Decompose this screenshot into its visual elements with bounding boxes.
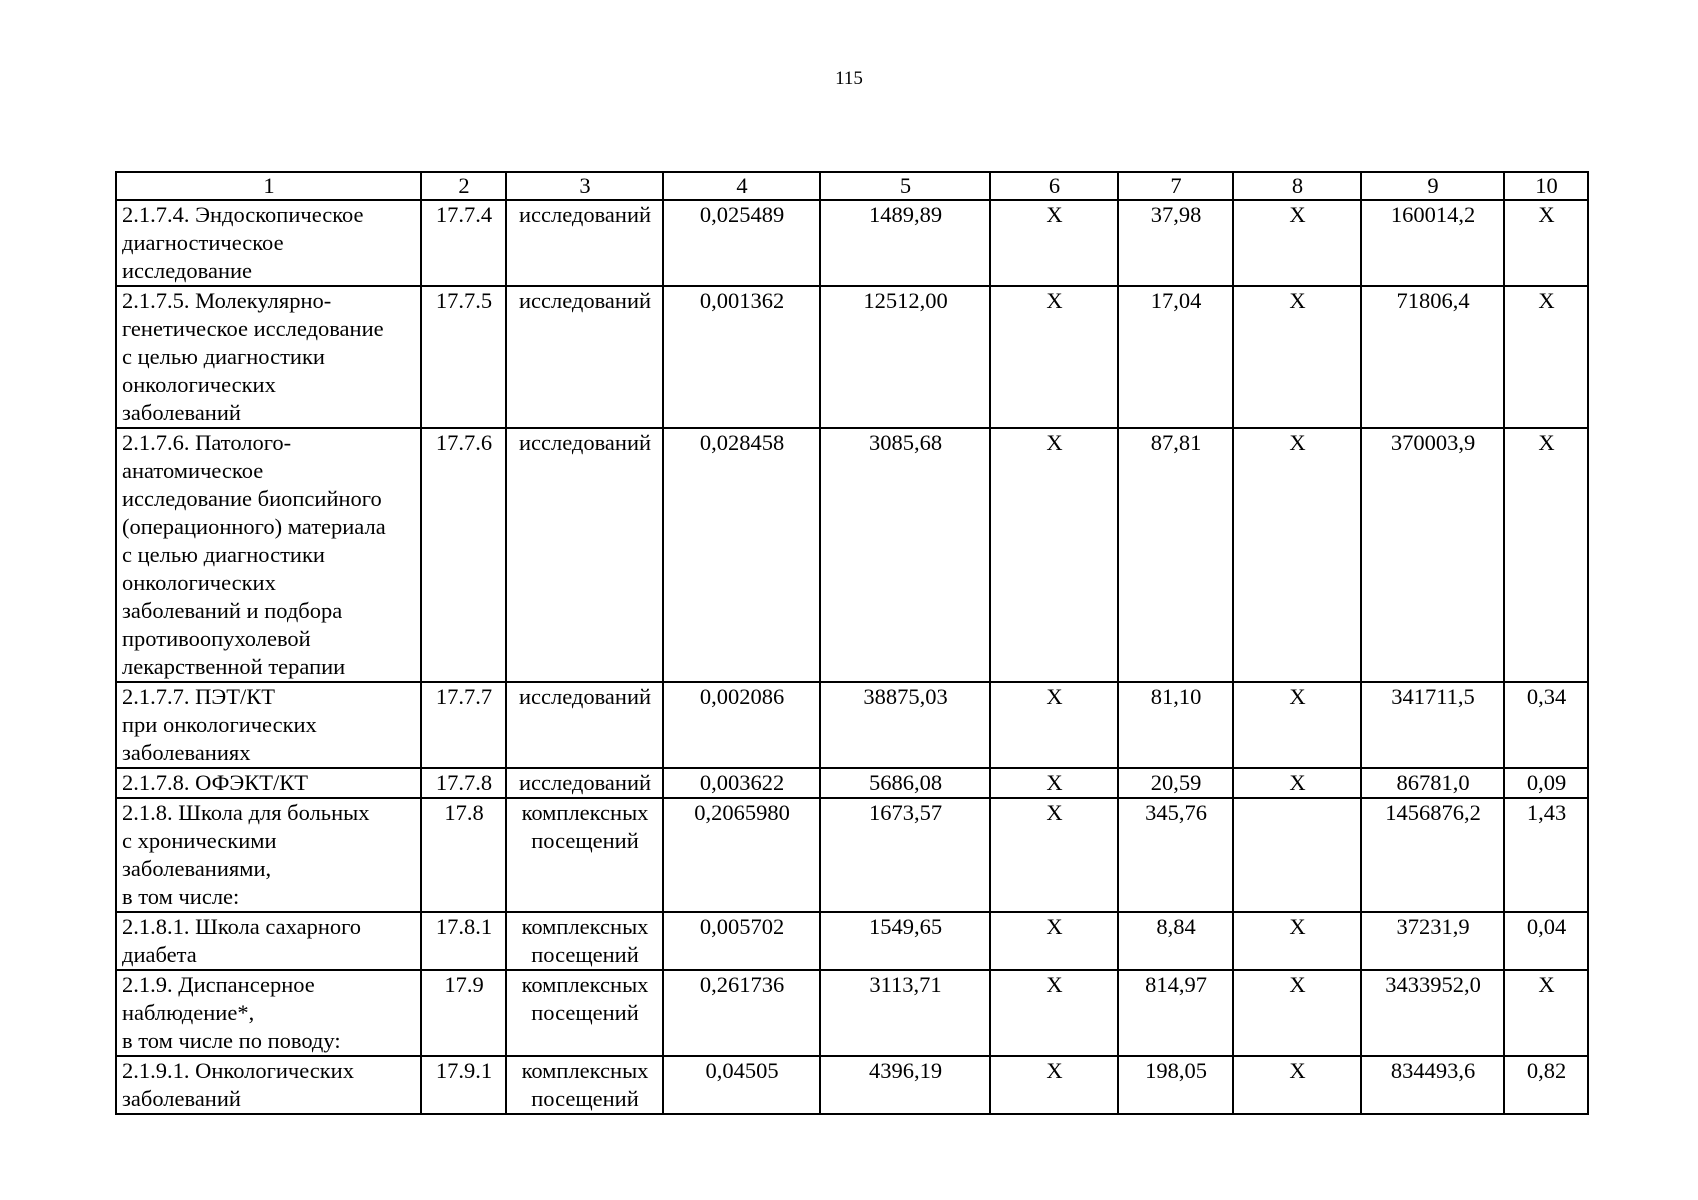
row-col5-cell: 12512,00 — [820, 286, 990, 428]
row-col10-cell: Х — [1504, 970, 1588, 1056]
row-code-cell: 17.7.4 — [421, 200, 506, 286]
table-row — [116, 286, 1588, 428]
row-col10-cell: Х — [1504, 286, 1588, 428]
row-unit-cell: комплексных посещений — [506, 970, 663, 1056]
row-col10-cell: Х — [1504, 428, 1588, 682]
row-col9-cell: 37231,9 — [1361, 912, 1504, 970]
row-col8-cell: Х — [1233, 1056, 1361, 1114]
row-col5-cell: 3113,71 — [820, 970, 990, 1056]
row-col5-cell: 3085,68 — [820, 428, 990, 682]
row-col5-cell: 1673,57 — [820, 798, 990, 912]
row-code-cell: 17.7.6 — [421, 428, 506, 682]
row-col9-cell: 1456876,2 — [1361, 798, 1504, 912]
row-unit-cell: исследований — [506, 682, 663, 768]
row-col7-cell: 20,59 — [1118, 768, 1233, 798]
row-col4-cell: 0,025489 — [663, 200, 820, 286]
row-name-cell: 2.1.7.7. ПЭТ/КТ при онкологических заболеваниях — [116, 682, 421, 768]
row-code-cell: 17.7.7 — [421, 682, 506, 768]
column-header: 3 — [506, 172, 663, 200]
row-col9-cell: 160014,2 — [1361, 200, 1504, 286]
row-col7-cell: 37,98 — [1118, 200, 1233, 286]
row-col5-cell: 1489,89 — [820, 200, 990, 286]
row-col9-cell: 71806,4 — [1361, 286, 1504, 428]
column-header: 6 — [990, 172, 1118, 200]
row-code-cell: 17.7.8 — [421, 768, 506, 798]
row-col8-cell: Х — [1233, 912, 1361, 970]
row-col10-cell: 0,34 — [1504, 682, 1588, 768]
row-col4-cell: 0,261736 — [663, 970, 820, 1056]
row-col8-cell: Х — [1233, 768, 1361, 798]
row-col6-cell: Х — [990, 768, 1118, 798]
row-col9-cell: 86781,0 — [1361, 768, 1504, 798]
row-col5-cell: 1549,65 — [820, 912, 990, 970]
row-col6-cell: Х — [990, 912, 1118, 970]
row-col5-cell: 5686,08 — [820, 768, 990, 798]
row-code-cell: 17.7.5 — [421, 286, 506, 428]
row-col7-cell: 198,05 — [1118, 1056, 1233, 1114]
column-header: 8 — [1233, 172, 1361, 200]
row-col4-cell: 0,028458 — [663, 428, 820, 682]
row-name-cell: 2.1.8. Школа для больных с хроническими заболеваниями, в том числе: — [116, 798, 421, 912]
row-col7-cell: 814,97 — [1118, 970, 1233, 1056]
page-number: 115 — [835, 68, 863, 89]
row-name-cell: 2.1.8.1. Школа сахарного диабета — [116, 912, 421, 970]
row-col6-cell: Х — [990, 682, 1118, 768]
row-unit-cell: исследований — [506, 286, 663, 428]
row-col6-cell: Х — [990, 286, 1118, 428]
row-name-cell: 2.1.7.4. Эндоскопическое диагностическое исследование — [116, 200, 421, 286]
row-col6-cell: Х — [990, 200, 1118, 286]
row-code-cell: 17.9.1 — [421, 1056, 506, 1114]
column-header: 9 — [1361, 172, 1504, 200]
row-col9-cell: 370003,9 — [1361, 428, 1504, 682]
row-col8-cell: Х — [1233, 200, 1361, 286]
row-name-cell: 2.1.9. Диспансерное наблюдение*, в том числе по поводу: — [116, 970, 421, 1056]
row-col4-cell: 0,002086 — [663, 682, 820, 768]
row-col9-cell: 3433952,0 — [1361, 970, 1504, 1056]
row-col4-cell: 0,2065980 — [663, 798, 820, 912]
row-name-cell: 2.1.7.6. Патолого- анатомическое исследование биопсийного (операционного) материала с целью диагностики онкологических заболеваний и подбора противоопухолевой лекарственной терапии — [116, 428, 421, 682]
row-col7-cell: 345,76 — [1118, 798, 1233, 912]
row-unit-cell: комплексных посещений — [506, 912, 663, 970]
row-name-cell: 2.1.7.8. ОФЭКТ/КТ — [116, 768, 421, 798]
row-col4-cell: 0,001362 — [663, 286, 820, 428]
row-col4-cell: 0,005702 — [663, 912, 820, 970]
row-col10-cell: 0,09 — [1504, 768, 1588, 798]
row-col8-cell: Х — [1233, 428, 1361, 682]
row-code-cell: 17.8 — [421, 798, 506, 912]
table-row — [116, 970, 1588, 1056]
column-header: 7 — [1118, 172, 1233, 200]
row-col6-cell: Х — [990, 970, 1118, 1056]
table-row — [116, 200, 1588, 286]
row-col6-cell: Х — [990, 428, 1118, 682]
row-col6-cell: Х — [990, 798, 1118, 912]
row-unit-cell: исследований — [506, 768, 663, 798]
table-row — [116, 798, 1588, 912]
row-unit-cell: исследований — [506, 200, 663, 286]
column-header: 4 — [663, 172, 820, 200]
row-col7-cell: 17,04 — [1118, 286, 1233, 428]
row-code-cell: 17.8.1 — [421, 912, 506, 970]
column-header: 2 — [421, 172, 506, 200]
row-col4-cell: 0,003622 — [663, 768, 820, 798]
table-header-row — [116, 172, 1588, 200]
row-col7-cell: 81,10 — [1118, 682, 1233, 768]
row-code-cell: 17.9 — [421, 970, 506, 1056]
table-row — [116, 768, 1588, 798]
column-header: 5 — [820, 172, 990, 200]
table-row — [116, 912, 1588, 970]
row-col8-cell: Х — [1233, 970, 1361, 1056]
row-col10-cell: 0,82 — [1504, 1056, 1588, 1114]
row-col4-cell: 0,04505 — [663, 1056, 820, 1114]
row-col5-cell: 38875,03 — [820, 682, 990, 768]
row-unit-cell: исследований — [506, 428, 663, 682]
row-col10-cell: 1,43 — [1504, 798, 1588, 912]
row-name-cell: 2.1.9.1. Онкологических заболеваний — [116, 1056, 421, 1114]
row-col7-cell: 87,81 — [1118, 428, 1233, 682]
row-col7-cell: 8,84 — [1118, 912, 1233, 970]
table-row — [116, 682, 1588, 768]
table-row — [116, 428, 1588, 682]
row-col5-cell: 4396,19 — [820, 1056, 990, 1114]
row-col8-cell: Х — [1233, 286, 1361, 428]
column-header: 10 — [1504, 172, 1588, 200]
row-name-cell: 2.1.7.5. Молекулярно- генетическое исследование с целью диагностики онкологических заболеваний — [116, 286, 421, 428]
row-col10-cell: 0,04 — [1504, 912, 1588, 970]
column-header: 1 — [116, 172, 421, 200]
table-row — [116, 1056, 1588, 1114]
row-col8-cell — [1233, 798, 1361, 912]
row-unit-cell: комплексных посещений — [506, 1056, 663, 1114]
row-col10-cell: Х — [1504, 200, 1588, 286]
row-col6-cell: Х — [990, 1056, 1118, 1114]
row-col9-cell: 834493,6 — [1361, 1056, 1504, 1114]
row-col9-cell: 341711,5 — [1361, 682, 1504, 768]
row-col8-cell: Х — [1233, 682, 1361, 768]
data-table — [115, 171, 1589, 1115]
row-unit-cell: комплексных посещений — [506, 798, 663, 912]
